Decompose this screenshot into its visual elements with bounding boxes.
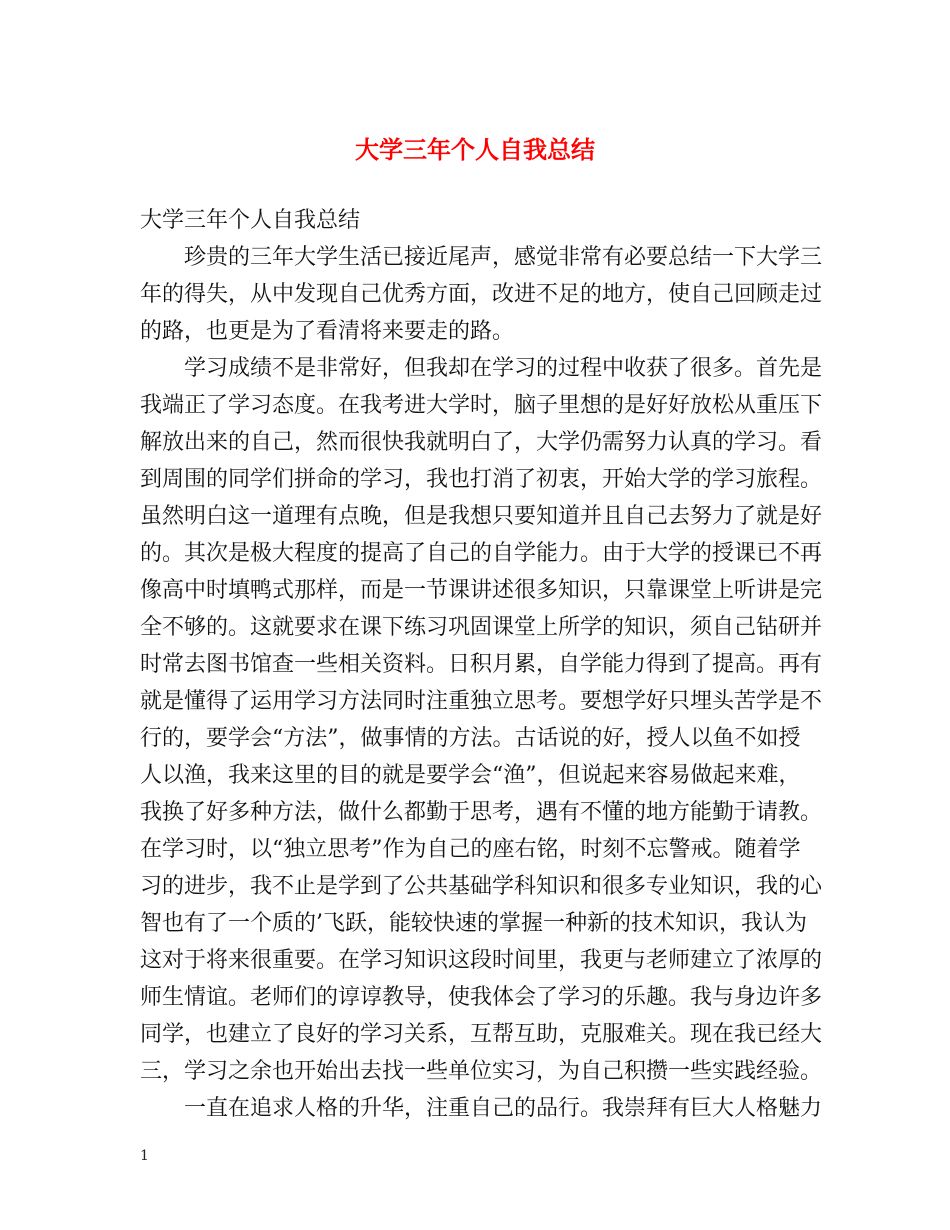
text-line: 在学习时，以“独立思考”作为自己的座右铭，时刻不忘警戒。随着学 bbox=[140, 837, 801, 862]
text-line: 学习成绩不是非常好，但我却在学习的过程中收获了很多。首先是 bbox=[184, 356, 823, 381]
text-line: 虽然明白这一道理有点晚，但是我想只要知道并且自己去努力了就是好 bbox=[140, 504, 823, 529]
text-line: 师生情谊。老师们的谆谆教导，使我体会了学习的乐趣。我与身边许多 bbox=[140, 985, 823, 1010]
text-line: 时常去图书馆查一些相关资料。日积月累，自学能力得到了提高。再有 bbox=[140, 652, 823, 677]
text-line: 像高中时填鸭式那样，而是一节课讲述很多知识，只靠课堂上听讲是完 bbox=[140, 578, 823, 603]
text-line: 三，学习之余也开始出去找一些单位实习，为自己积攒一些实践经验。 bbox=[140, 1059, 823, 1084]
text-line: 习的进步，我不止是学到了公共基础学科知识和很多专业知识，我的心 bbox=[140, 874, 823, 899]
text-line: 同学，也建立了良好的学习关系，互帮互助，克服难关。现在我已经大 bbox=[140, 1022, 823, 1047]
text-line: 这对于将来很重要。在学习知识这段时间里，我更与老师建立了浓厚的 bbox=[140, 948, 823, 973]
text-line: 就是懂得了运用学习方法同时注重独立思考。要想学好只埋头苦学是不 bbox=[140, 689, 823, 714]
text-line: 大学三年个人自我总结 bbox=[140, 208, 361, 233]
text-line: 珍贵的三年大学生活已接近尾声，感觉非常有必要总结一下大学三 bbox=[184, 245, 823, 270]
text-line: 我换了好多种方法，做什么都勤于思考，遇有不懂的地方能勤于请教。 bbox=[140, 800, 823, 825]
text-line: 解放出来的自己，然而很快我就明白了，大学仍需努力认真的学习。看 bbox=[140, 430, 823, 455]
document-body bbox=[140, 202, 823, 1127]
text-line: 年的得失，从中发现自己优秀方面，改进不足的地方，使自己回顾走过 bbox=[140, 282, 823, 307]
text-line: 全不够的。这就要求在课下练习巩固课堂上所学的知识，须自己钻研并 bbox=[140, 615, 823, 640]
text-line: 的路，也更是为了看清将来要走的路。 bbox=[140, 319, 515, 344]
text-line: 智也有了一个质的’飞跃，能较快速的掌握一种新的技术知识，我认为 bbox=[140, 911, 807, 936]
text-line: 的。其次是极大程度的提高了自己的自学能力。由于大学的授课已不再 bbox=[140, 541, 823, 566]
text-line: 一直在追求人格的升华，注重自己的品行。我崇拜有巨大人格魅力 bbox=[184, 1096, 823, 1121]
text-line: 行的，要学会“方法”，做事情的方法。古话说的好，授人以鱼不如授 bbox=[140, 726, 801, 751]
document-title: 大学三年个人自我总结 bbox=[355, 135, 595, 164]
text-line: 人以渔，我来这里的目的就是要学会“渔”，但说起来容易做起来难， bbox=[140, 763, 801, 788]
page-number: 1 bbox=[140, 1148, 149, 1164]
text-line: 我端正了学习态度。在我考进大学时，脑子里想的是好好放松从重压下 bbox=[140, 393, 823, 418]
text-line: 到周围的同学们拼命的学习，我也打消了初衷，开始大学的学习旅程。 bbox=[140, 467, 823, 492]
